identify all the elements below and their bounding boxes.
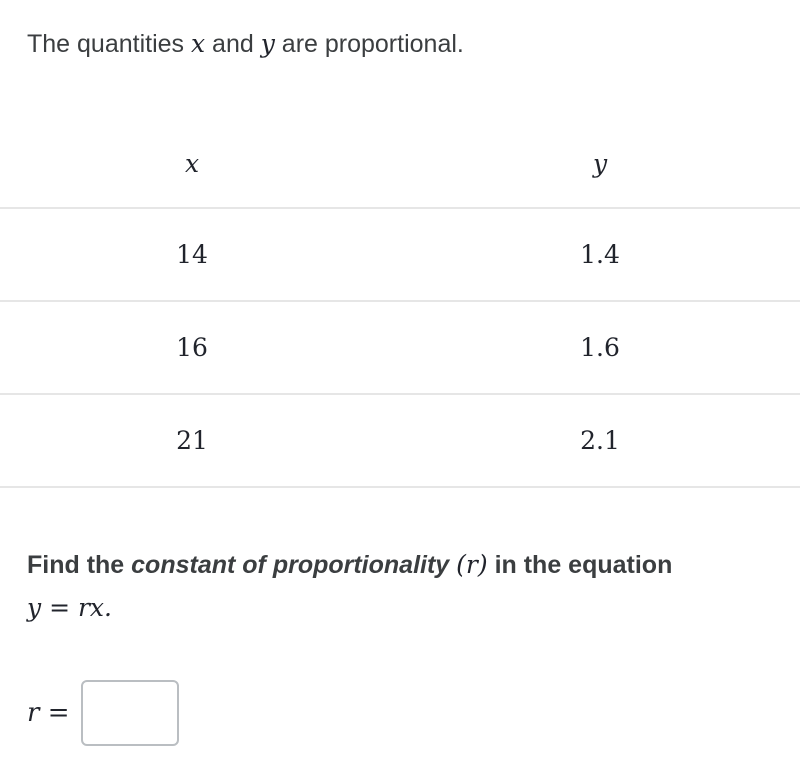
variable-x: x: [191, 29, 206, 58]
question-text: [27, 545, 767, 585]
table-cell-y: 1.6: [580, 333, 620, 362]
table-cell-x: 16: [176, 333, 208, 362]
table-row: [0, 302, 800, 395]
question-equation: y = rx.: [27, 593, 112, 622]
values-table: [0, 120, 800, 488]
intro-suffix: are proportional.: [274, 30, 464, 58]
variable-y: y: [260, 29, 275, 58]
column-header-y: y: [592, 149, 608, 178]
intro-text: [27, 28, 464, 60]
question-variable-r: (r): [456, 550, 488, 579]
intro-prefix: The quantities: [27, 30, 191, 58]
table-row: [0, 395, 800, 488]
table-cell-y: 1.4: [580, 240, 620, 269]
table-row: [0, 209, 800, 302]
intro-middle: and: [205, 30, 261, 58]
question-emphasis: constant of proportionality: [131, 551, 450, 579]
column-header-x: x: [184, 149, 200, 178]
question-part2: in the equation: [487, 551, 673, 579]
answer-input[interactable]: [81, 680, 179, 746]
table-cell-y: 2.1: [580, 426, 620, 455]
answer-row: [27, 678, 179, 748]
question-part1: Find the: [27, 551, 132, 579]
table-cell-x: 14: [176, 240, 208, 269]
table-header-row: [0, 120, 800, 209]
table-cell-x: 21: [176, 426, 208, 455]
answer-label: r =: [27, 698, 70, 728]
